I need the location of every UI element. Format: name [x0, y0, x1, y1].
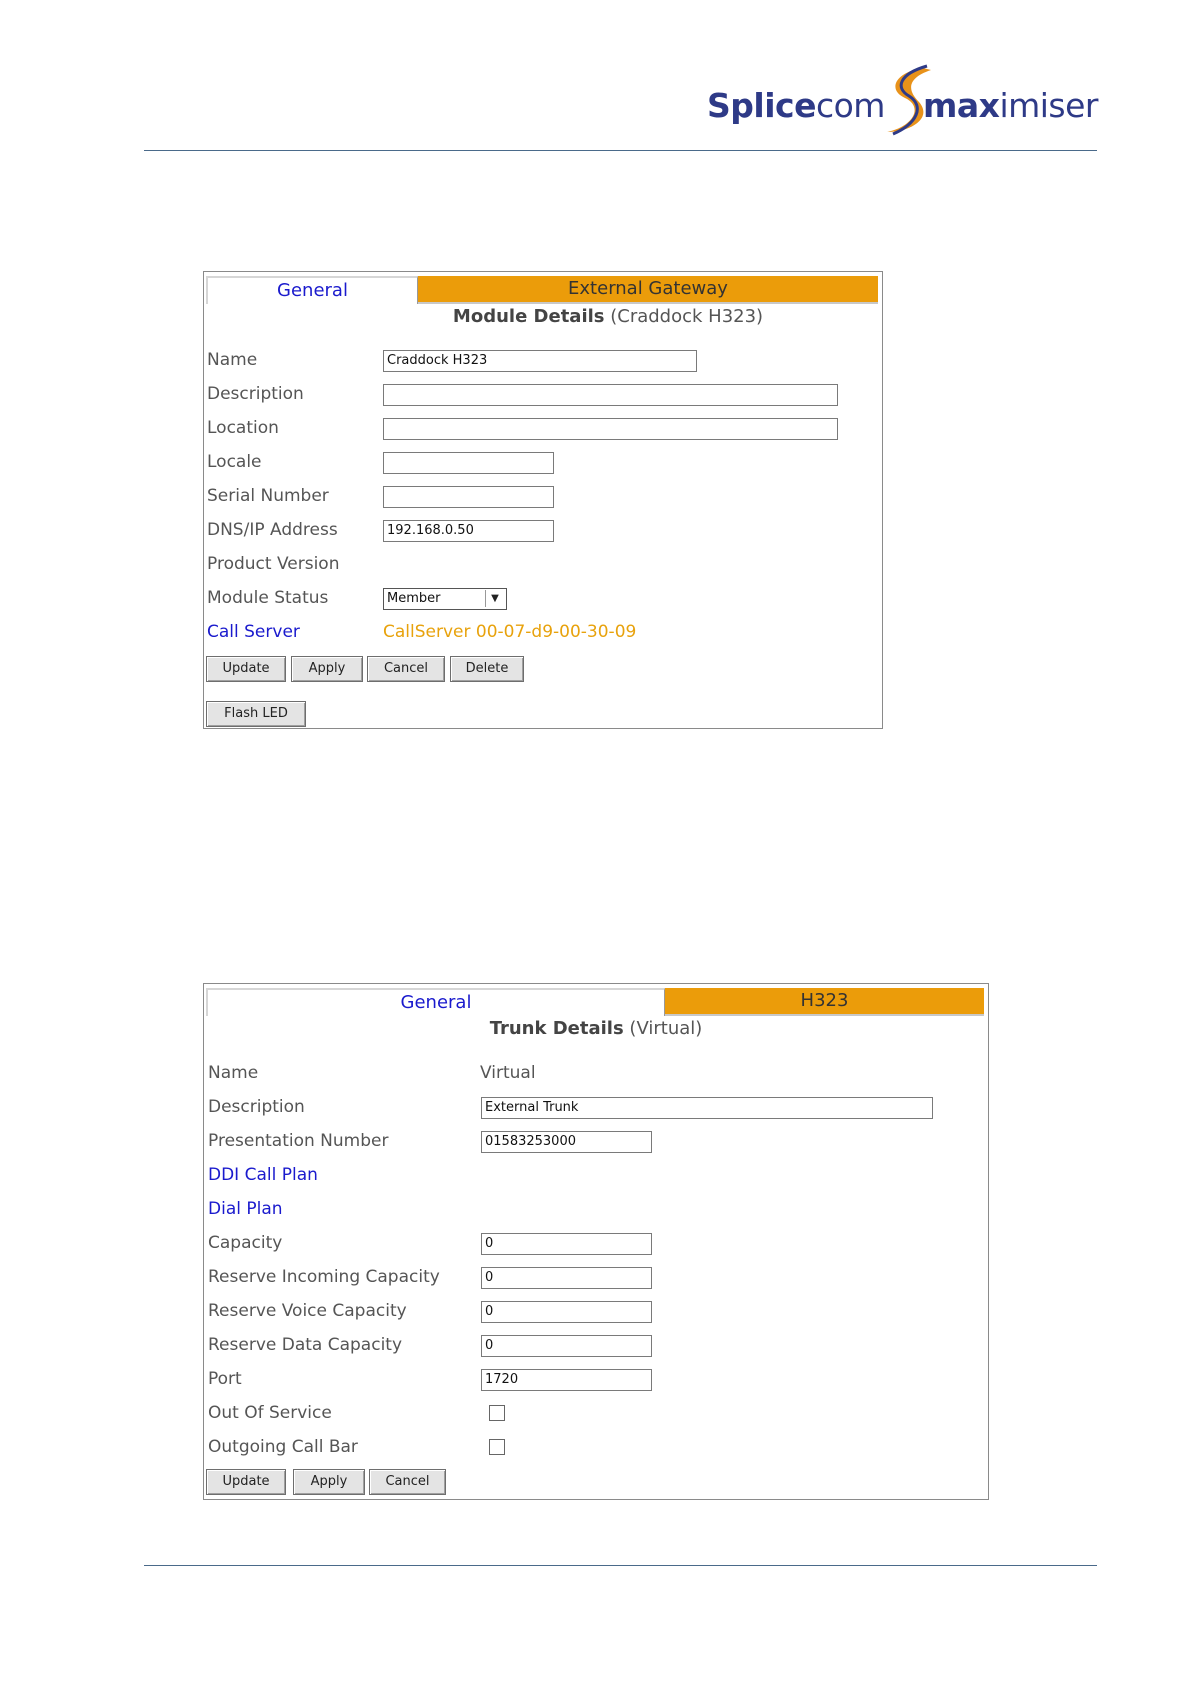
- dns-ip-label: DNS/IP Address: [207, 520, 338, 540]
- description-input[interactable]: [383, 384, 838, 406]
- flash-led-button[interactable]: Flash LED: [206, 701, 306, 727]
- delete-button[interactable]: Delete: [450, 656, 524, 682]
- logo-maximiser-text: maximiser: [923, 86, 1098, 125]
- trunk-details-title: Trunk Details (Virtual): [489, 1018, 703, 1039]
- splicecom-maximiser-logo: [705, 62, 1100, 142]
- reserve-incoming-input[interactable]: 0: [481, 1267, 652, 1289]
- trunk-details-panel: [203, 983, 989, 1500]
- tab-external-gateway[interactable]: External Gateway: [418, 276, 878, 304]
- outgoing-call-bar-checkbox[interactable]: [489, 1439, 505, 1455]
- reserve-data-label: Reserve Data Capacity: [208, 1335, 403, 1355]
- ddi-call-plan-link[interactable]: DDI Call Plan: [208, 1165, 318, 1185]
- description-label: Description: [207, 384, 304, 404]
- serial-number-label: Serial Number: [207, 486, 329, 506]
- dial-plan-link[interactable]: Dial Plan: [208, 1199, 283, 1219]
- tab-general[interactable]: General: [206, 276, 418, 304]
- trunk-name-value: Virtual: [480, 1063, 536, 1083]
- out-of-service-checkbox[interactable]: [489, 1405, 505, 1421]
- serial-number-input[interactable]: [383, 486, 554, 508]
- out-of-service-label: Out Of Service: [208, 1403, 332, 1423]
- module-tabs: [206, 276, 878, 304]
- trunk-tabs: [206, 988, 984, 1016]
- call-server-link[interactable]: Call Server: [207, 622, 300, 642]
- capacity-input[interactable]: 0: [481, 1233, 652, 1255]
- chevron-down-icon[interactable]: ▼: [485, 590, 504, 607]
- name-label: Name: [207, 350, 258, 370]
- trunk-description-label: Description: [208, 1097, 305, 1117]
- presentation-number-label: Presentation Number: [208, 1131, 389, 1151]
- reserve-voice-input[interactable]: 0: [481, 1301, 652, 1323]
- apply-button[interactable]: Apply: [291, 656, 363, 682]
- capacity-label: Capacity: [208, 1233, 283, 1253]
- tab-general[interactable]: General: [206, 988, 665, 1016]
- dns-ip-input[interactable]: 192.168.0.50: [383, 520, 554, 542]
- cancel-button[interactable]: Cancel: [367, 656, 445, 682]
- location-label: Location: [207, 418, 279, 438]
- product-version-label: Product Version: [207, 554, 340, 574]
- tab-h323[interactable]: H323: [665, 988, 984, 1016]
- trunk-apply-button[interactable]: Apply: [293, 1469, 365, 1495]
- header-divider: [144, 150, 1097, 151]
- footer-divider: [144, 1565, 1097, 1566]
- location-input[interactable]: [383, 418, 838, 440]
- trunk-cancel-button[interactable]: Cancel: [369, 1469, 446, 1495]
- trunk-description-input[interactable]: External Trunk: [481, 1097, 933, 1119]
- trunk-name-label: Name: [208, 1063, 259, 1083]
- port-label: Port: [208, 1369, 242, 1389]
- locale-label: Locale: [207, 452, 262, 472]
- module-status-label: Module Status: [207, 588, 329, 608]
- update-button[interactable]: Update: [206, 656, 286, 682]
- module-details-title: Module Details (Craddock H323): [452, 306, 764, 327]
- reserve-data-input[interactable]: 0: [481, 1335, 652, 1357]
- reserve-voice-label: Reserve Voice Capacity: [208, 1301, 407, 1321]
- call-server-value[interactable]: CallServer 00-07-d9-00-30-09: [383, 622, 637, 642]
- module-status-select[interactable]: [383, 588, 507, 610]
- trunk-update-button[interactable]: Update: [206, 1469, 286, 1495]
- presentation-number-input[interactable]: 01583253000: [481, 1131, 652, 1153]
- port-input[interactable]: 1720: [481, 1369, 652, 1391]
- module-details-panel: [203, 271, 883, 729]
- name-input[interactable]: Craddock H323: [383, 350, 697, 372]
- module-status-value: Member: [387, 591, 441, 606]
- logo-splicecom-text: Splicecom: [707, 86, 885, 125]
- locale-input[interactable]: [383, 452, 554, 474]
- outgoing-call-bar-label: Outgoing Call Bar: [208, 1437, 358, 1457]
- reserve-incoming-label: Reserve Incoming Capacity: [208, 1267, 440, 1287]
